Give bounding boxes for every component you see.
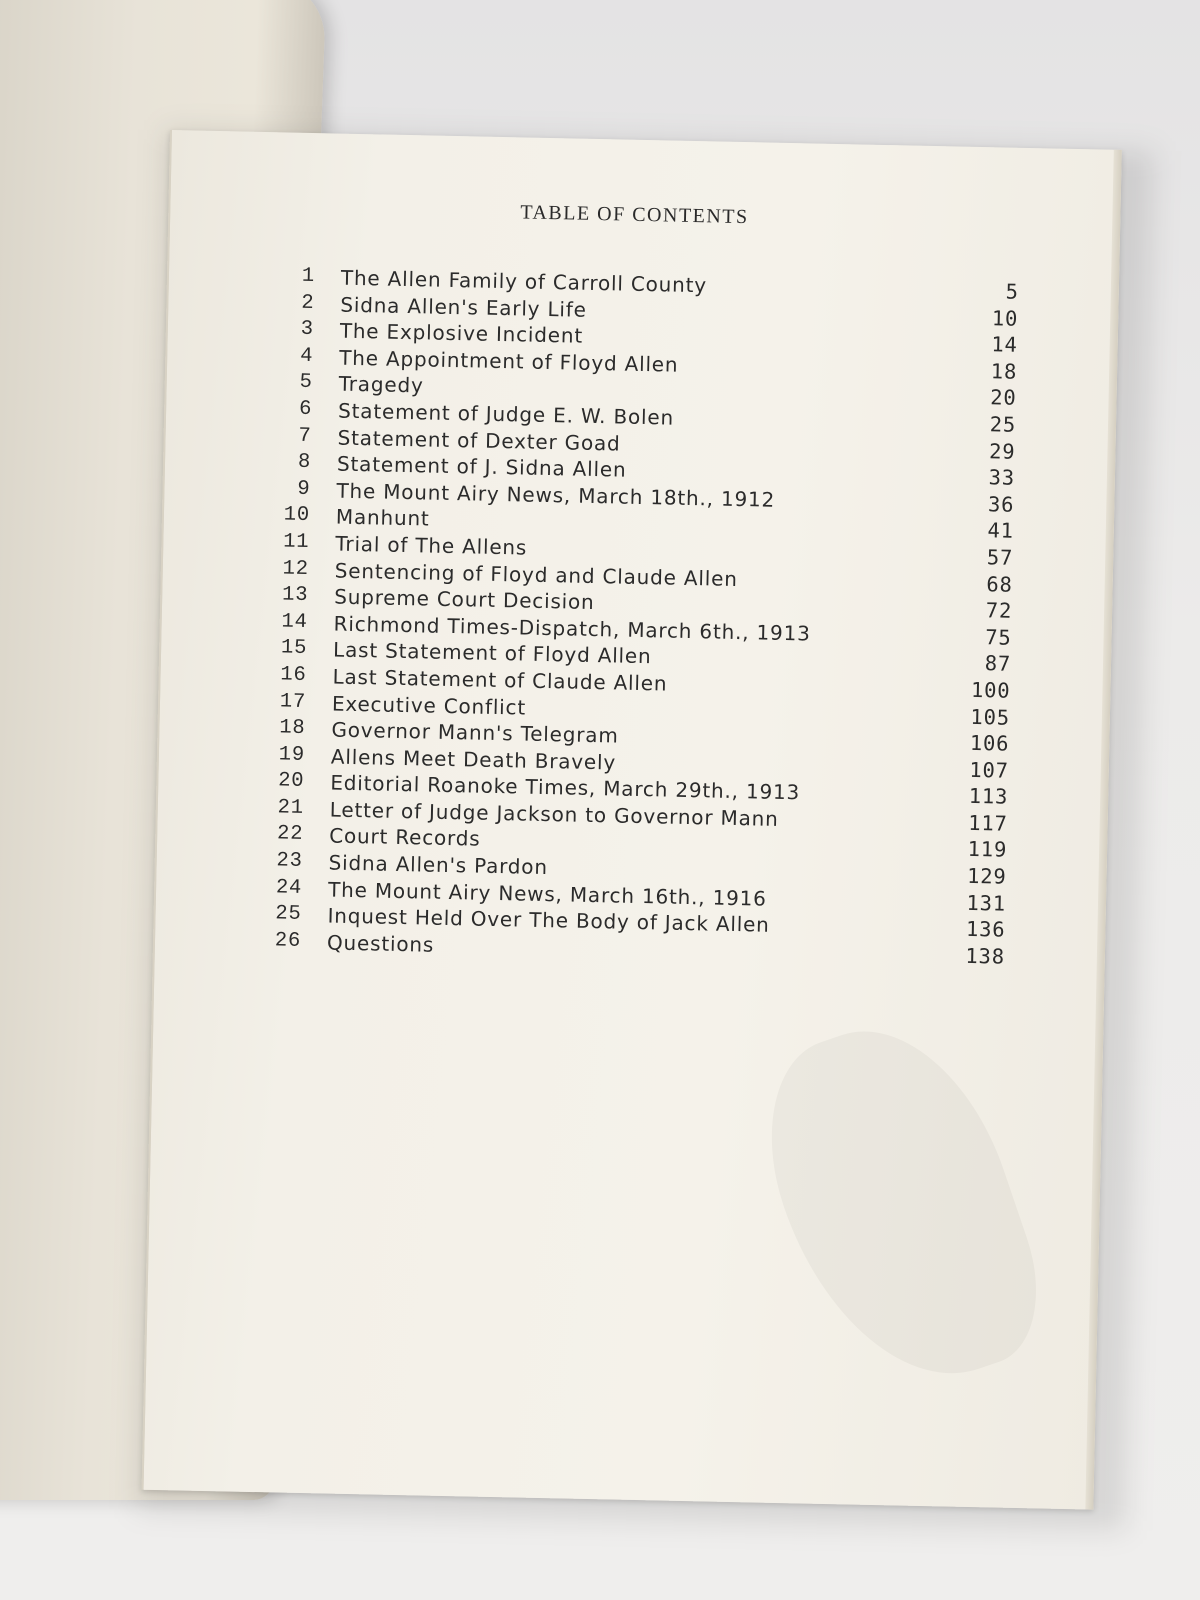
toc-entry-page: 20 xyxy=(990,385,1017,411)
toc-entry-number: 14 xyxy=(281,610,308,634)
toc-entry-number: 3 xyxy=(300,317,315,342)
toc-entry-title: Governor Mann's Telegram xyxy=(331,717,619,748)
toc-entry-page: 75 xyxy=(985,624,1012,650)
toc-entry-title: The Mount Airy News, March 16th., 1916 xyxy=(327,877,767,911)
toc-entry-title: Tragedy xyxy=(338,371,424,398)
toc-entry-page: 18 xyxy=(990,359,1018,384)
toc-entry-number: 5 xyxy=(299,371,313,395)
toc-entry-number: 19 xyxy=(278,743,306,767)
toc-entry-page: 106 xyxy=(969,730,1010,756)
toc-entry-page: 68 xyxy=(986,571,1013,597)
toc-entry-title: Inquest Held Over The Body of Jack Allen xyxy=(327,903,770,937)
toc-entry-number: 7 xyxy=(298,424,312,448)
toc-entry-page: 5 xyxy=(1005,279,1020,304)
toc-entry-number: 25 xyxy=(275,902,302,927)
toc-entry-page: 41 xyxy=(987,518,1015,544)
toc-entry-page: 72 xyxy=(985,598,1013,623)
toc-entry-title: Manhunt xyxy=(335,504,430,531)
toc-entry-page: 100 xyxy=(970,677,1011,703)
toc-entry-page: 57 xyxy=(986,545,1014,570)
toc-entry-title: Questions xyxy=(326,930,435,957)
toc-entry-page: 113 xyxy=(968,784,1009,809)
toc-entry-title: Trial of The Allens xyxy=(335,531,528,560)
toc-entry-title: Supreme Court Decision xyxy=(334,584,595,615)
toc-entry-page: 25 xyxy=(989,412,1017,437)
toc-entry-page: 119 xyxy=(967,837,1008,863)
toc-entry-page: 36 xyxy=(987,491,1015,517)
right-book-page xyxy=(142,130,1122,1510)
toc-entry-title: Statement of Dexter Goad xyxy=(337,425,621,456)
toc-entry-title: Allens Meet Death Bravely xyxy=(330,744,617,775)
toc-entry-number: 21 xyxy=(277,796,305,820)
toc-entry-number: 18 xyxy=(279,716,306,741)
toc-entry-number: 22 xyxy=(276,822,304,847)
toc-entry-number: 9 xyxy=(297,477,311,501)
toc-entry-title: Executive Conflict xyxy=(331,691,527,720)
show-through-marks xyxy=(737,1000,1061,1412)
toc-entry-number: 2 xyxy=(301,291,315,315)
toc-entry-number: 16 xyxy=(280,663,307,687)
toc-entry-title: Letter of Judge Jackson to Governor Mann xyxy=(329,797,779,831)
toc-entry-title: Sentencing of Floyd and Claude Allen xyxy=(334,558,738,591)
toc-entry-number: 8 xyxy=(297,450,312,475)
toc-entry-title: Last Statement of Floyd Allen xyxy=(332,637,652,669)
toc-entry-title: Sidna Allen's Pardon xyxy=(328,850,549,880)
toc-entry-page: 117 xyxy=(967,810,1008,836)
toc-heading: TABLE OF CONTENTS xyxy=(520,201,749,229)
toc-entry-number: 15 xyxy=(280,636,308,661)
toc-entry-title: Editorial Roanoke Times, March 29th., 1913 xyxy=(330,770,801,805)
toc-entry-page: 29 xyxy=(988,438,1016,464)
toc-entry-number: 26 xyxy=(274,929,302,953)
toc-entry-page: 136 xyxy=(965,917,1006,942)
toc-entry-title: Statement of J. Sidna Allen xyxy=(336,451,627,482)
toc-entry-title: Last Statement of Claude Allen xyxy=(332,664,668,696)
toc-entry-title: Statement of Judge E. W. Bolen xyxy=(337,398,675,430)
toc-entry-title: Sidna Allen's Early Life xyxy=(340,292,587,322)
toc-entry-title: Richmond Times-Dispatch, March 6th., 1913 xyxy=(333,611,811,646)
toc-entry-number: 10 xyxy=(283,503,311,528)
toc-entry-title: The Appointment of Floyd Allen xyxy=(339,345,679,377)
toc-entry-page: 138 xyxy=(965,943,1006,969)
toc-entry-page: 107 xyxy=(969,757,1010,783)
toc-entry-number: 11 xyxy=(282,530,310,554)
toc-entry-number: 6 xyxy=(298,397,313,422)
toc-entry-number: 4 xyxy=(299,344,314,368)
toc-entry-page: 14 xyxy=(991,332,1018,357)
toc-entry-list xyxy=(245,264,1019,971)
toc-entry-page: 33 xyxy=(988,465,1016,490)
toc-entry-number: 12 xyxy=(282,556,310,581)
toc-entry-number: 20 xyxy=(277,769,305,794)
toc-entry-page: 129 xyxy=(966,863,1007,889)
toc-entry-title: Court Records xyxy=(328,823,481,852)
toc-entry-title: The Explosive Incident xyxy=(339,318,584,348)
toc-entry-title: The Mount Airy News, March 18th., 1912 xyxy=(336,478,776,512)
toc-entry-number: 13 xyxy=(281,583,309,608)
toc-entry-title: The Allen Family of Carroll County xyxy=(340,265,708,298)
toc-entry-number: 1 xyxy=(301,264,316,289)
toc-entry-page: 105 xyxy=(970,704,1011,730)
toc-entry-number: 24 xyxy=(275,876,303,900)
toc-entry-page: 87 xyxy=(984,651,1012,677)
toc-entry-number: 17 xyxy=(279,689,307,714)
toc-entry-number: 23 xyxy=(276,849,303,873)
table-of-contents xyxy=(261,196,1021,969)
toc-entry-page: 131 xyxy=(966,890,1007,916)
toc-entry-page: 10 xyxy=(991,305,1019,331)
